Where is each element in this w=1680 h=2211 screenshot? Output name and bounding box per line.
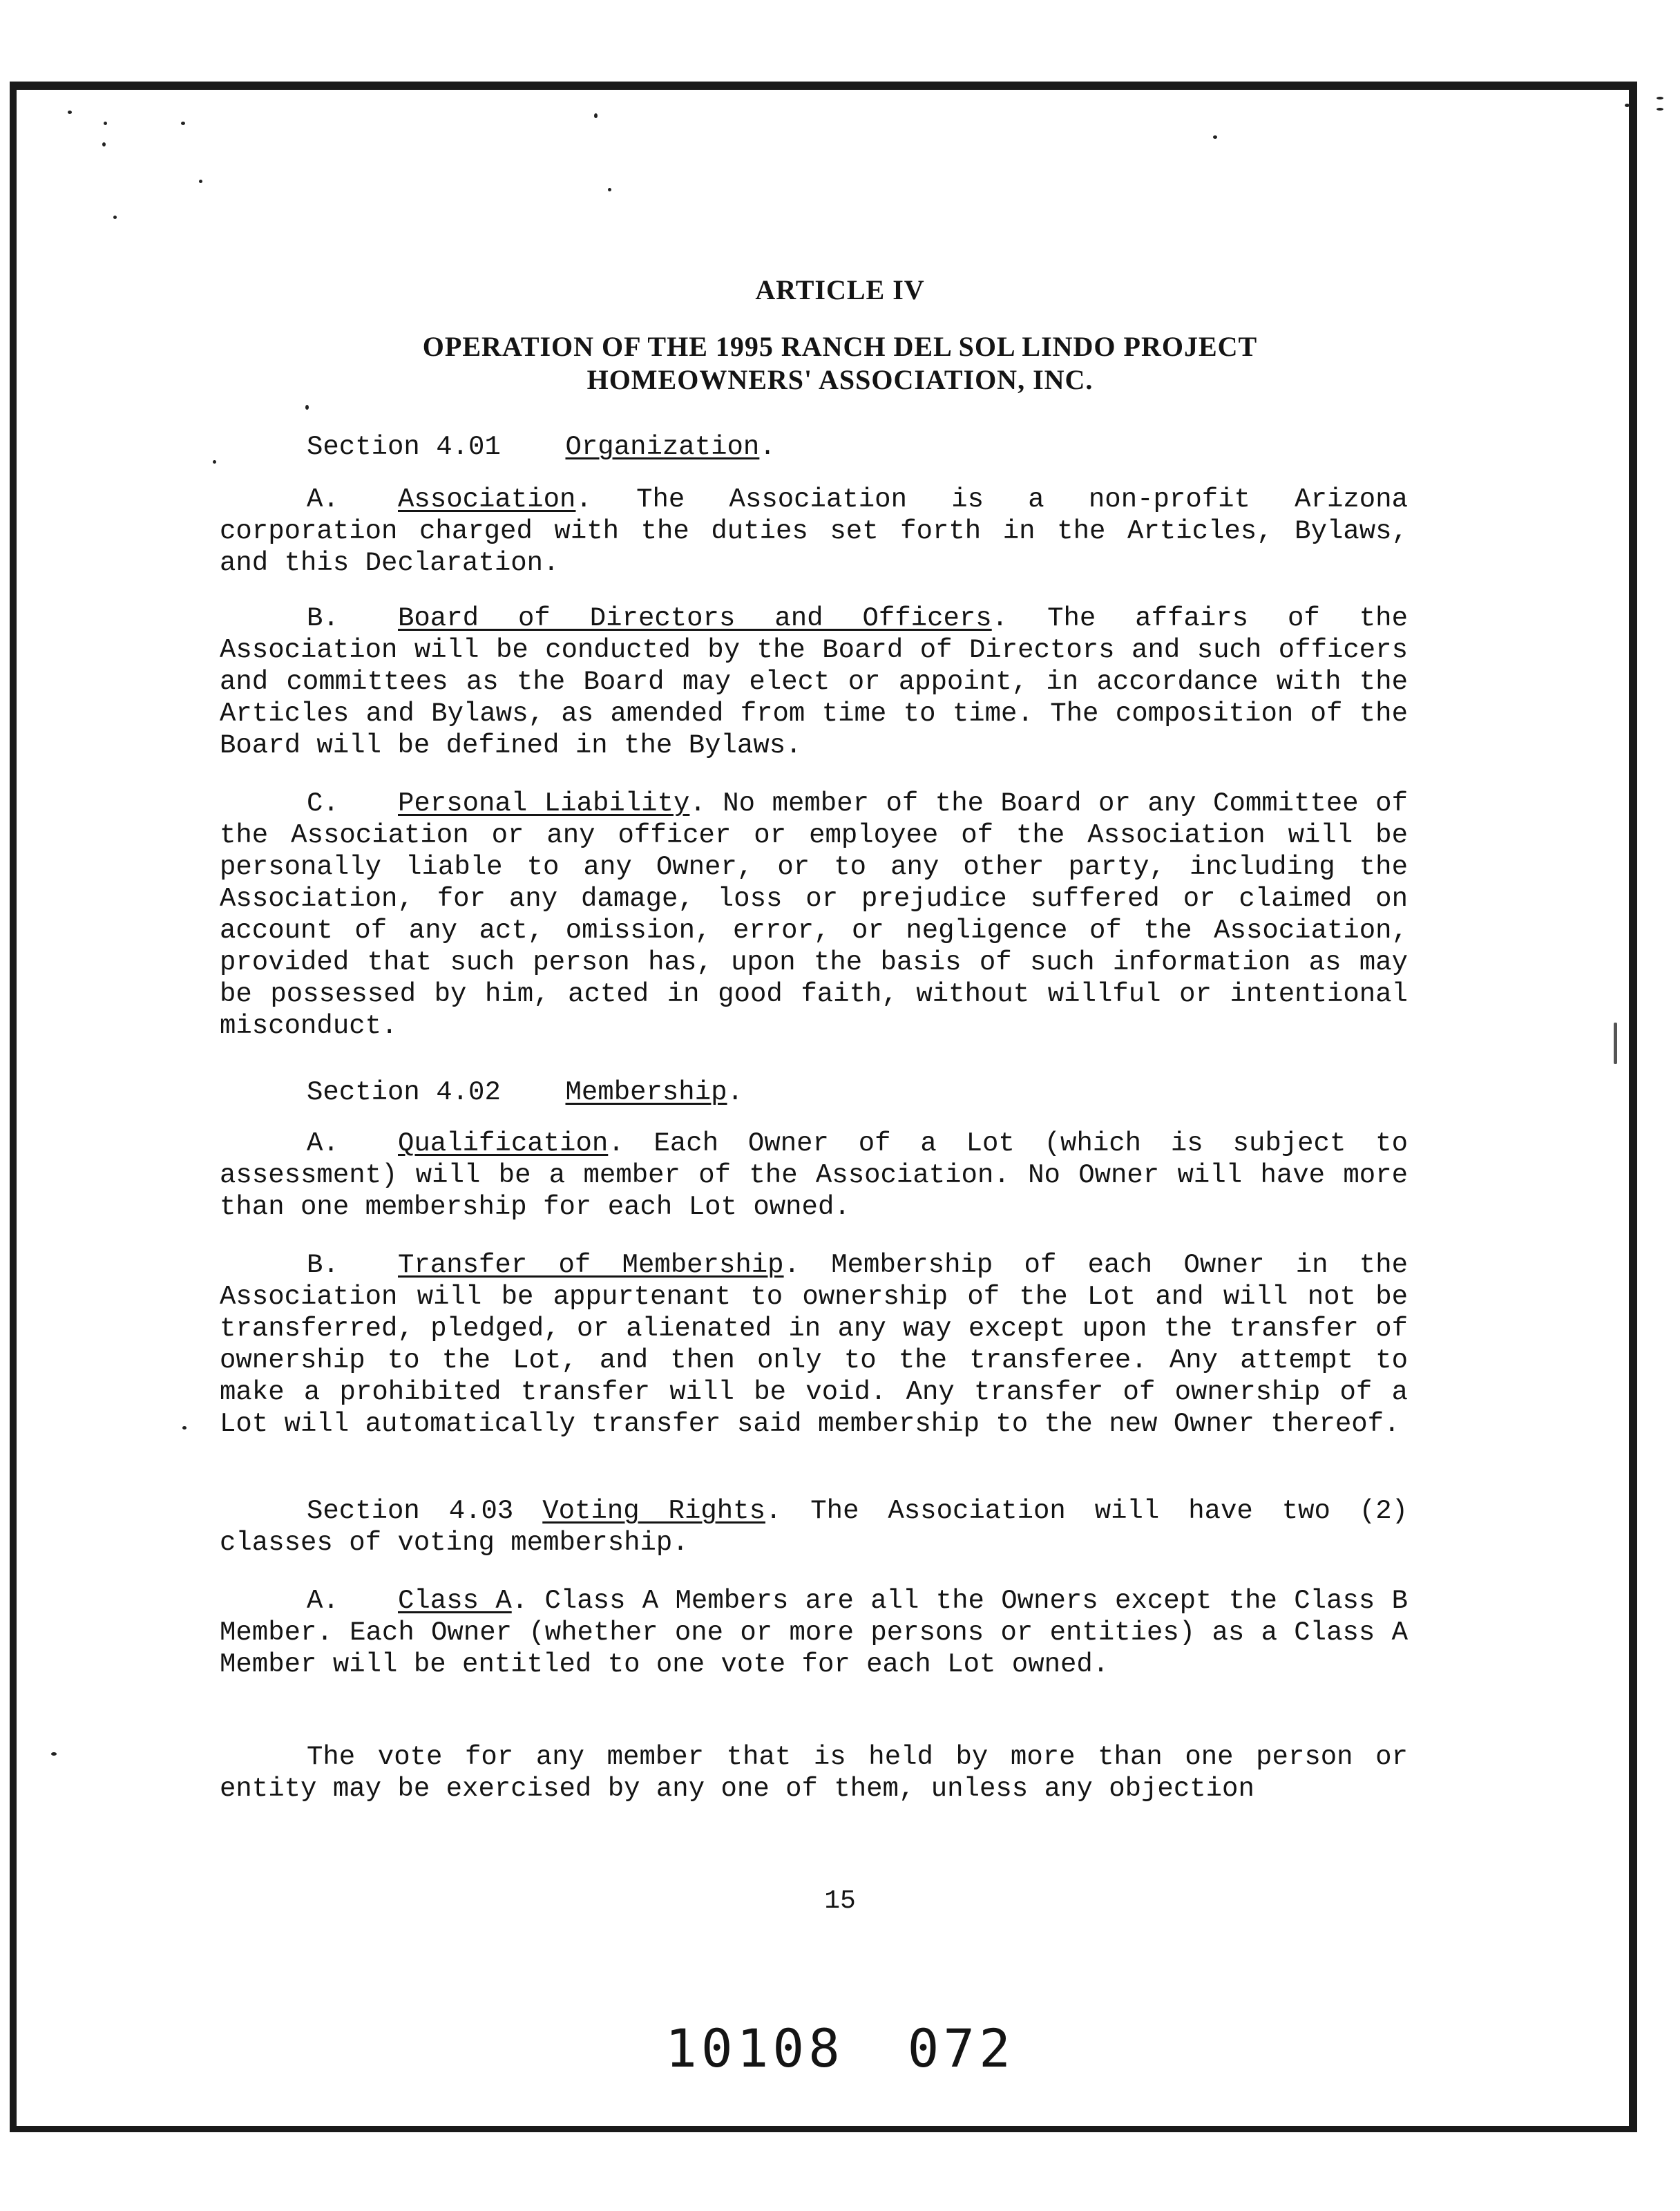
section-number: Section 4.02 <box>307 1077 501 1108</box>
section-number: Section 4.01 <box>307 432 501 462</box>
scan-speck <box>1614 1023 1617 1064</box>
page-number: 15 <box>824 1886 856 1916</box>
section-4-02-heading: Section 4.02 Membership. <box>307 1077 743 1108</box>
section-title: Organization <box>565 432 760 462</box>
section-title: Membership <box>565 1077 727 1108</box>
section-title: Voting Rights <box>542 1496 765 1526</box>
paragraph-4-03-vote <box>220 1741 1408 1805</box>
paragraph-4-03-a: A. Class A. Class A Members are all the Owners except the Class B Member. Each Owner (whether one or more persons or entities) as a Class A Member will be entitled to one vote for each Lot owned. <box>220 1586 1409 1680</box>
paragraph-title: Association <box>398 484 576 515</box>
paragraph-text: Membership of each Owner in the Association will be appurtenant to ownership of the Lot and will not be transferred, pledged, or alienated in any way except upon the transfer of ownership to the Lot, and then only to the transferee. Any attempt to make a prohibited transfer will be void. Any transfer of ownership of a Lot will automatically transfer said membership to the new Owner thereof. <box>220 1250 1409 1439</box>
paragraph-label: A. <box>307 1586 339 1616</box>
paragraph-label: A. <box>307 1128 339 1159</box>
paragraph-4-01-a: A. Association. The Association is a non-profit Arizona corporation charged with the duties set forth in the Articles, Bylaws, and this Declaration. <box>220 484 1408 578</box>
record-number: 10108 072 <box>665 2018 1015 2079</box>
section-intro: The Association will have two (2) classes of voting membership. <box>220 1496 1409 1558</box>
article-subtitle-line2: HOMEOWNERS' ASSOCIATION, INC. <box>586 364 1094 395</box>
paragraph-text: The vote for any member that is held by more than one person or entity may be exercised by any one of them, unless any objection <box>220 1742 1408 1804</box>
paragraph-label: C. <box>307 788 339 819</box>
section-number: Section 4.03 <box>307 1496 514 1526</box>
article-subtitle-line1: OPERATION OF THE 1995 RANCH DEL SOL LINDO PROJECT <box>422 331 1258 362</box>
article-title: ARTICLE IV <box>755 274 925 305</box>
paragraph-text: Class A Members are all the Owners except the Class B Member. Each Owner (whether one or more persons or entities) as a Class A Member will be entitled to one vote for each Lot owned. <box>220 1586 1409 1680</box>
scan-speck <box>68 111 72 114</box>
scan-speck <box>1657 108 1663 111</box>
scan-speck <box>608 188 611 191</box>
paragraph-label: B. <box>307 1250 339 1280</box>
scan-speck <box>1657 97 1663 99</box>
paragraph-title: Transfer of Membership <box>398 1250 784 1280</box>
scan-speck <box>182 1426 187 1430</box>
scan-speck <box>102 142 106 146</box>
paragraph-title: Qualification <box>398 1128 609 1159</box>
paragraph-text: No member of the Board or any Committee of the Association or any officer or employee of the Association will be personally liable to any Owner, or to any other party, including the Association, for any damage, loss or prejudice suffered or claimed on account of any act, omission, error, or negligence of the Association, provided that such person has, upon the basis of such information as may be possessed by him, acted in good faith, without willful or intentional misconduct. <box>220 788 1408 1041</box>
section-4-01-heading: Section 4.01 Organization. <box>307 432 776 462</box>
scan-speck <box>305 405 309 410</box>
scan-speck <box>594 113 598 118</box>
paragraph-text: The Association is a non-profit Arizona corporation charged with the duties set forth in the Articles, Bylaws, and this Declaration. <box>220 484 1408 578</box>
paragraph-4-02-a: A. Qualification. Each Owner of a Lot (which is subject to assessment) will be a member of the Association. No Owner will have more than one membership for each Lot owned. <box>220 1128 1408 1222</box>
scan-speck <box>104 122 107 125</box>
paragraph-4-01-c: C. Personal Liability. No member of the Board or any Committee of the Association or any officer or employee of the Association will be personally liable to any Owner, or to any other party, including the Association, for any damage, loss or prejudice suffered or claimed on account of any act, omission, error, or negligence of the Association, provided that such person has, upon the basis of such information as may be possessed by him, acted in good faith, without willful or intentional misconduct. <box>220 788 1408 1041</box>
paragraph-title: Personal Liability <box>398 788 690 819</box>
paragraph-4-01-b: B. Board of Directors and Officers. The affairs of the Association will be conducted by the Board of Directors and such officers and committees as the Board may elect or appoint, in accordance with the Articles and Bylaws, as amended from time to time. The composition of the Board will be defined in the Bylaws. <box>220 603 1408 761</box>
paragraph-text: The affairs of the Association will be conducted by the Board of Directors and such officers and committees as the Board may elect or appoint, in accordance with the Articles and Bylaws, as amended from time to time. The composition of the Board will be defined in the Bylaws. <box>220 603 1408 761</box>
scan-speck <box>1625 104 1630 107</box>
scan-speck <box>199 180 202 183</box>
scan-speck <box>51 1752 57 1756</box>
section-4-03-heading: Section 4.03 Voting Rights. The Association will have two (2) classes of voting membership. <box>220 1496 1409 1558</box>
paragraph-4-02-b: B. Transfer of Membership. Membership of each Owner in the Association will be appurtenant to ownership of the Lot and will not be transferred, pledged, or alienated in any way except upon the transfer of ownership to the Lot, and then only to the transferee. Any attempt to make a prohibited transfer will be void. Any transfer of ownership of a Lot will automatically transfer said membership to the new Owner thereof. <box>220 1250 1409 1439</box>
paragraph-title: Class A <box>398 1586 512 1616</box>
scan-speck <box>113 216 117 219</box>
paragraph-label: A. <box>307 484 339 515</box>
scan-speck <box>181 122 185 125</box>
scan-speck <box>213 460 216 464</box>
paragraph-title: Board of Directors and Officers <box>398 603 992 634</box>
scan-speck <box>1213 135 1217 139</box>
paragraph-label: B. <box>307 603 339 634</box>
paragraph-text: Each Owner of a Lot (which is subject to assessment) will be a member of the Association. No Owner will have more than one membership for each Lot owned. <box>220 1128 1408 1222</box>
